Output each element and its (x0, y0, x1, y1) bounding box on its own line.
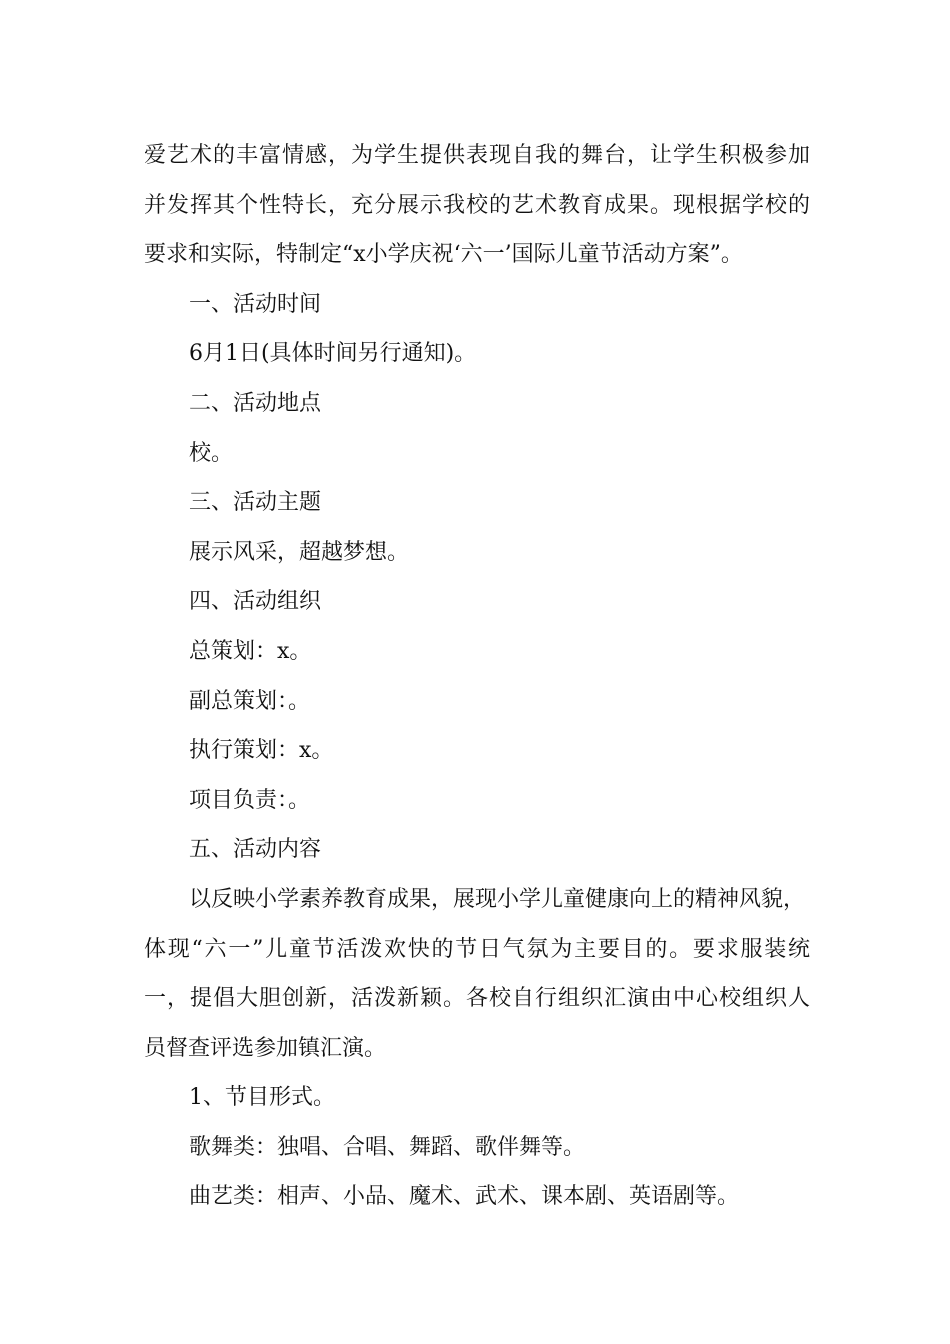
section-heading: 一、活动时间 (189, 291, 322, 317)
section-heading: 四、活动组织 (189, 589, 322, 615)
text-line: 执行策划：x。 (189, 738, 334, 764)
list-item: 1、节目形式。 (189, 1085, 335, 1111)
text-line: 曲艺类：相声、小品、魔术、武术、课本剧、英语剧等。 (189, 1184, 740, 1210)
text-line: 项目负责：。 (189, 787, 311, 813)
text-line: 体现“六一”儿童节活泼欢快的节日气氛为主要目的。要求服装统 (144, 936, 810, 962)
section-heading: 三、活动主题 (189, 490, 322, 516)
section-heading: 五、活动内容 (189, 837, 322, 863)
text-line: 6月1日(具体时间另行通知)。 (189, 341, 477, 367)
text-line: 副总策划：。 (189, 688, 311, 714)
text-line: 以反映小学素养教育成果，展现小学儿童健康向上的精神风貌， (189, 886, 806, 912)
text-line: 展示风采，超越梦想。 (189, 539, 410, 565)
text-line: 并发挥其个性特长，充分展示我校的艺术教育成果。现根据学校的 (144, 192, 810, 218)
text-line: 歌舞类：独唱、合唱、舞蹈、歌伴舞等。 (189, 1134, 586, 1160)
document-body (144, 131, 810, 1222)
text-line: 员督查评选参加镇汇演。 (144, 1035, 387, 1061)
text-line: 爱艺术的丰富情感，为学生提供表现自我的舞台，让学生积极参加 (144, 143, 810, 168)
section-heading: 二、活动地点 (189, 390, 322, 416)
text-line: 要求和实际，特制定“x小学庆祝‘六一’国际儿童节活动方案”。 (144, 242, 743, 268)
text-line: 总策划：x。 (189, 638, 312, 664)
text-line: 校。 (189, 440, 234, 466)
text-line: 一，提倡大胆创新，活泼新颖。各校自行组织汇演由中心校组织人 (144, 986, 810, 1012)
